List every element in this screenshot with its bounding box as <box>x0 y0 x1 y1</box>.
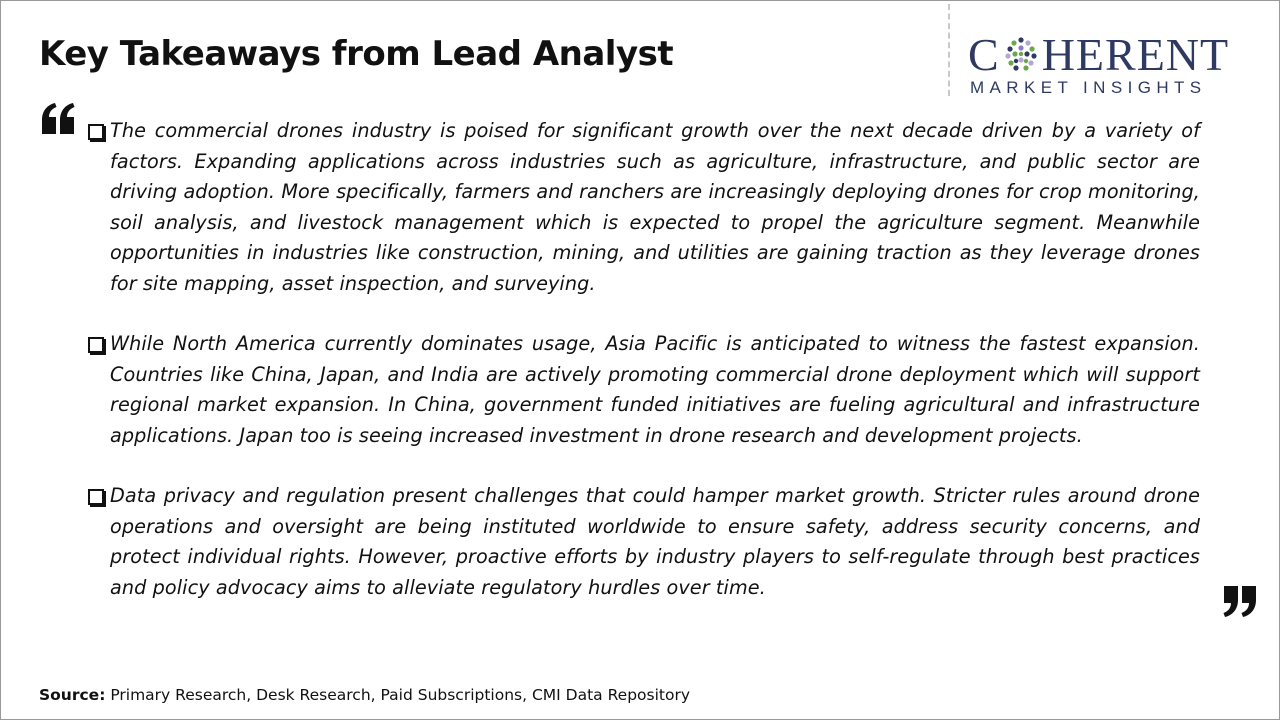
logo-wordmark <box>968 30 1229 80</box>
list-item <box>86 481 1200 603</box>
takeaway-text: Data privacy and regulation present challenges that could hamper market growth. Stricter rules around drone operations and oversight are being instituted worldwide to ensure safety, address security concerns, and protect individual rights. However, proactive efforts by industry players to self-regulate through best practices and policy advocacy aims to alleviate regulatory hurdles over time. <box>110 484 1200 599</box>
close-quote-icon <box>1222 584 1258 618</box>
takeaway-text: While North America currently dominates usage, Asia Pacific is anticipated to witness the fastest expansion. Countries like China, Japan, and India are actively promoting commercial drone deployment which will support regional market expansion. In China, government funded initiatives are fueling agricultural and infrastructure applications. Japan too is seeing increased investment in drone research and development projects. <box>110 332 1200 447</box>
page-title: Key Takeaways from Lead Analyst <box>39 34 674 74</box>
list-item <box>86 116 1200 299</box>
list-item <box>86 329 1200 451</box>
company-logo <box>968 30 1260 100</box>
logo-dots-icon <box>1001 34 1041 74</box>
checkbox-bullet-icon <box>88 489 104 505</box>
open-quote-icon <box>40 102 76 136</box>
source-note <box>39 686 690 704</box>
takeaway-text: The commercial drones industry is poised for significant growth over the next decade driven by a variety of factors. Expanding applications across industries such as agriculture, infrastructure, and public sector are driving adoption. More specifically, farmers and ranchers are increasingly deploying drones for crop monitoring, soil analysis, and livestock management which is expected to propel the agriculture segment. Meanwhile opportunities in industries like construction, mining, and utilities are gaining traction as they leverage drones for site mapping, asset inspection, and surveying. <box>110 119 1200 295</box>
header-divider <box>948 4 950 96</box>
takeaways-list <box>86 116 1200 633</box>
logo-wordmark-right: HERENT <box>1041 29 1230 80</box>
checkbox-bullet-icon <box>88 337 104 353</box>
source-label: Source: <box>39 686 106 704</box>
source-text: Primary Research, Desk Research, Paid Subscriptions, CMI Data Repository <box>110 686 691 704</box>
logo-wordmark-left: C <box>968 29 1000 80</box>
checkbox-bullet-icon <box>88 124 104 140</box>
logo-tagline: MARKET INSIGHTS <box>970 78 1207 97</box>
